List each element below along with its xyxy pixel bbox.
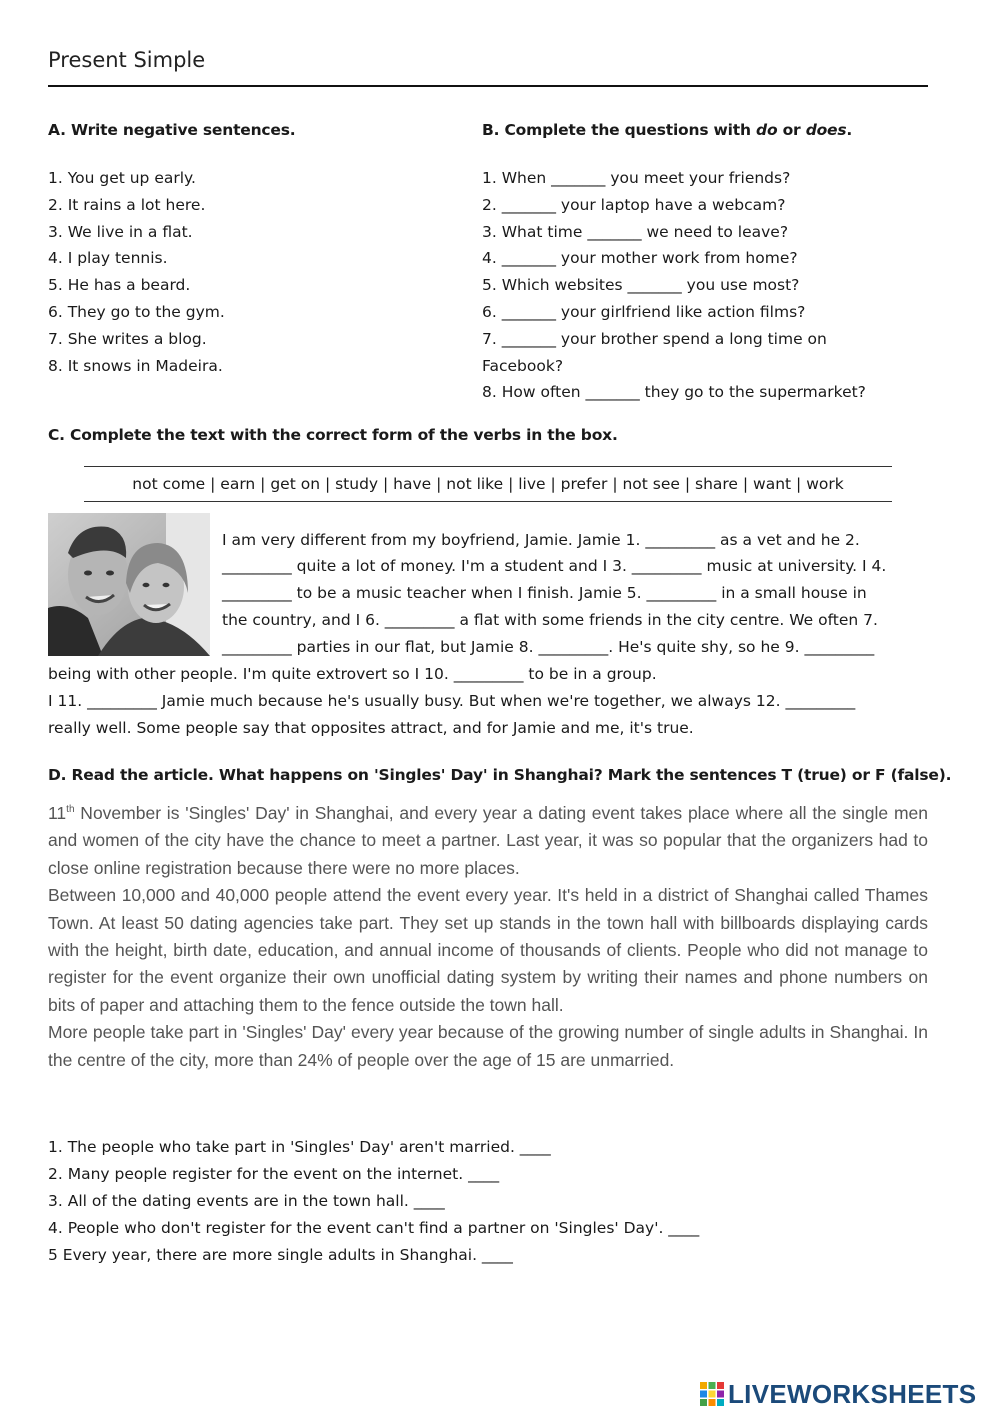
list-item: 7. She writes a blog. — [48, 329, 207, 348]
statement: 4. People who don't register for the event can't find a partner on 'Singles' Day'. ____ — [48, 1219, 700, 1237]
list-item: 2. _______ your laptop have a webcam? — [482, 195, 786, 214]
story-line: I am very different from my boyfriend, Jamie. Jamie 1. _________ as a vet and he 2. — [222, 531, 860, 549]
article-paragraph: More people take part in 'Singles' Day' every year because of the growing number of single adults in Shanghai. In the centre of the city, more than 24% of people over the age of 15 are unmarried. — [48, 1022, 928, 1070]
list-item: 7. _______ your brother spend a long time on — [482, 329, 827, 348]
list-item: 4. _______ your mother work from home? — [482, 249, 798, 268]
statement: 5 Every year, there are more single adults in Shanghai. ____ — [48, 1246, 513, 1264]
article-paragraph — [48, 800, 928, 882]
liveworksheets-logo — [700, 1380, 976, 1408]
list-item: 3. What time _______ we need to leave? — [482, 222, 789, 241]
verb-box-top-border — [84, 466, 892, 467]
heading-text: or — [777, 121, 806, 139]
heading-does: does — [805, 121, 847, 139]
article-text: November is 'Singles' Day' in Shanghai, and every year a dating event takes place where all the single men and women of the city have the chance to meet a partner. Last year, it was so popular that the organizers had to close online registration because there were no more places. — [48, 803, 928, 878]
list-item: 3. We live in a flat. — [48, 222, 193, 241]
story-line: _________ to be a music teacher when I finish. Jamie 5. _________ in a small house in — [222, 584, 867, 602]
statement: 2. Many people register for the event on the internet. ____ — [48, 1165, 500, 1183]
list-item: 1. When _______ you meet your friends? — [482, 169, 791, 187]
article-date-suffix: th — [66, 804, 75, 816]
list-item: 8. It snows in Madeira. — [48, 356, 223, 375]
section-d-heading: D. Read the article. What happens on 'Singles' Day' in Shanghai? Mark the sentences T (true) or F (false). — [48, 766, 952, 784]
statement: 1. The people who take part in 'Singles' Day' aren't married. ____ — [48, 1138, 551, 1156]
section-c-heading: C. Complete the text with the correct form of the verbs in the box. — [48, 426, 618, 444]
list-item: 2. It rains a lot here. — [48, 195, 206, 214]
story-line: I 11. _________ Jamie much because he's usually busy. But when we're together, we always 12. _________ — [48, 692, 856, 710]
list-item: 5. Which websites _______ you use most? — [482, 276, 800, 295]
verb-box: not come | earn | get on | study | have | not like | live | prefer | not see | share | want | work — [132, 475, 844, 493]
section-a-heading: A. Write negative sentences. — [48, 121, 296, 139]
list-item: 1. You get up early. — [48, 169, 196, 187]
section-a-list — [48, 165, 225, 379]
verb-box-bottom-border — [84, 501, 892, 502]
list-item: 5. He has a beard. — [48, 276, 191, 295]
list-item: 6. They go to the gym. — [48, 302, 225, 321]
section-b-heading — [482, 121, 852, 139]
title-divider — [48, 85, 928, 87]
statement: 3. All of the dating events are in the town hall. ____ — [48, 1192, 445, 1210]
section-b-list — [482, 165, 866, 406]
logo-grid-icon — [700, 1382, 724, 1406]
logo-text: LIVEWORKSHEETS — [728, 1378, 977, 1409]
page-title: Present Simple — [48, 48, 206, 72]
list-item: 4. I play tennis. — [48, 249, 168, 268]
article — [48, 800, 928, 1074]
true-false-list — [48, 1134, 699, 1269]
story-line: really well. Some people say that opposites attract, and for Jamie and me, it's true. — [48, 719, 694, 737]
list-item: 6. _______ your girlfriend like action films? — [482, 302, 806, 321]
story-line: being with other people. I'm quite extrovert so I 10. _________ to be in a group. — [48, 665, 657, 683]
heading-do: do — [756, 121, 778, 139]
heading-text: B. Complete the questions with — [482, 121, 757, 139]
story-line: _________ parties in our flat, but Jamie 8. _________. He's quite shy, so he 9. _________ — [222, 638, 875, 656]
story-line: the country, and I 6. _________ a flat with some friends in the city centre. We often 7. — [222, 611, 878, 629]
article-date: 11 — [48, 803, 67, 823]
list-item: 8. How often _______ they go to the supermarket? — [482, 383, 866, 402]
article-paragraph: Between 10,000 and 40,000 people attend the event every year. It's held in a district of Shanghai called Thames Town. At least 50 dating agencies take part. They set up stands in the town hall with billboards displaying cards with the height, birth date, education, and annual income of thousands of clients. People who did not manage to register for the event organize their own unofficial dating system by writing their names and phone numbers on bits of paper and attaching them to the fence outside the town hall. — [48, 885, 928, 1015]
story-line: _________ quite a lot of money. I'm a student and I 3. _________ music at university. I 4. — [222, 557, 887, 575]
heading-text: . — [846, 121, 853, 139]
couple-photo — [48, 513, 210, 656]
list-item: Facebook? — [482, 356, 564, 375]
